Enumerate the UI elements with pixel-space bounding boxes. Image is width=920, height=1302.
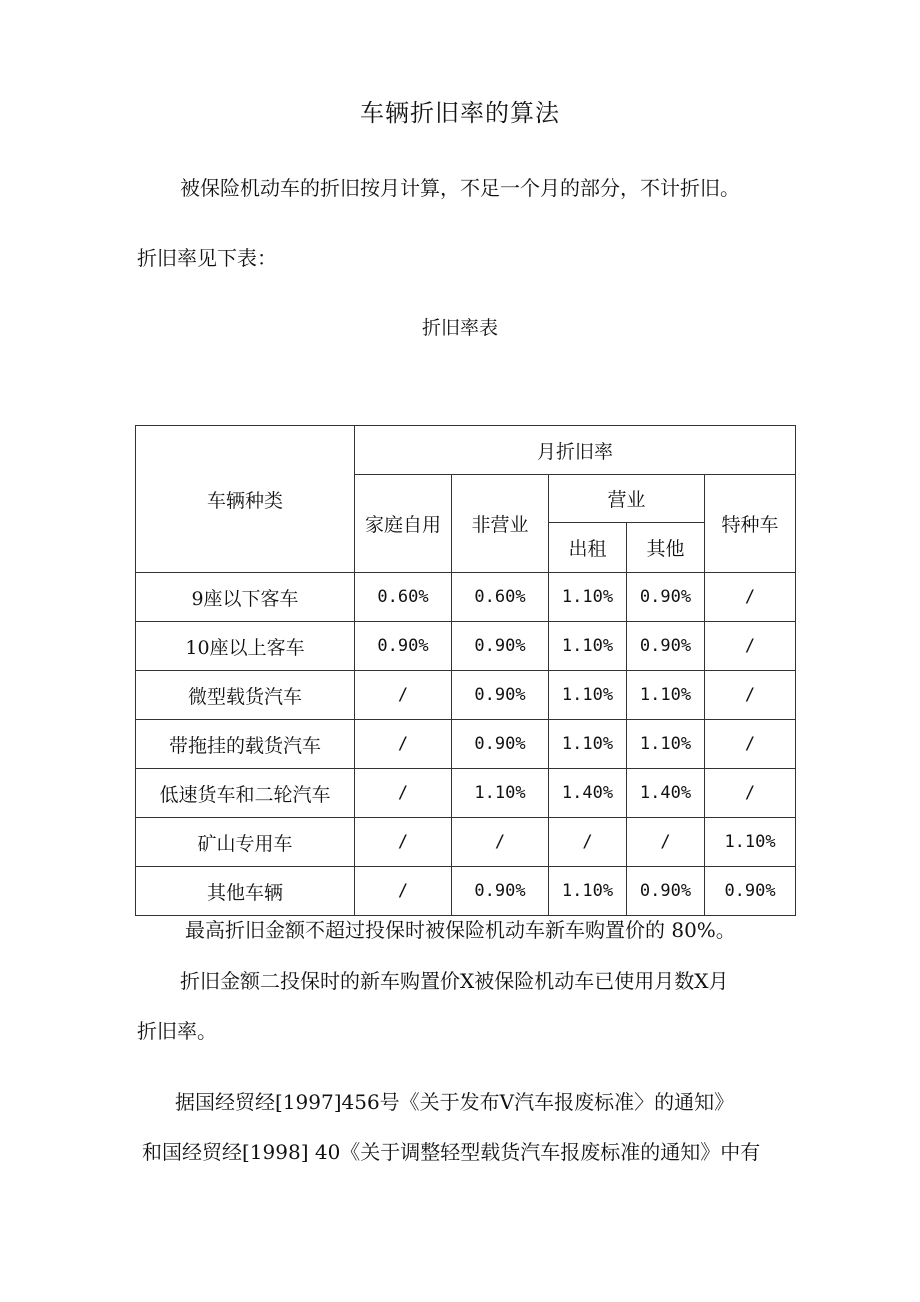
cell-special-rate: /: [705, 671, 796, 720]
cell-special-rate: 1.10%: [705, 818, 796, 867]
cell-family-rate: /: [355, 867, 452, 916]
cell-non-commercial-rate: 0.90%: [452, 867, 549, 916]
table-row: [136, 769, 796, 818]
table-row: [136, 671, 796, 720]
header-taxi: 出租: [549, 523, 627, 573]
table-row: [136, 818, 796, 867]
cell-special-rate: /: [705, 573, 796, 622]
cell-family-rate: /: [355, 818, 452, 867]
cell-vehicle-type: 10座以上客车: [136, 622, 355, 671]
cell-taxi-rate: /: [549, 818, 627, 867]
cell-other-rate: 1.10%: [627, 720, 705, 769]
cell-non-commercial-rate: 1.10%: [452, 769, 549, 818]
cell-other-rate: 0.90%: [627, 573, 705, 622]
cell-family-rate: /: [355, 671, 452, 720]
cell-taxi-rate: 1.10%: [549, 573, 627, 622]
header-other: 其他: [627, 523, 705, 573]
cell-vehicle-type: 其他车辆: [136, 867, 355, 916]
cell-other-rate: 1.40%: [627, 769, 705, 818]
paragraph-see-table: 折旧率见下表：: [137, 246, 277, 270]
cell-other-rate: 0.90%: [627, 867, 705, 916]
paragraph-depreciation-rule: 被保险机动车的折旧按月计算，不足一个月的部分，不计折旧。: [180, 176, 740, 200]
cell-non-commercial-rate: /: [452, 818, 549, 867]
cell-non-commercial-rate: 0.90%: [452, 622, 549, 671]
depreciation-rate-table: [135, 425, 796, 916]
cell-non-commercial-rate: 0.60%: [452, 573, 549, 622]
table-row: [136, 573, 796, 622]
cell-family-rate: /: [355, 720, 452, 769]
header-vehicle-type: 车辆种类: [136, 426, 355, 573]
cell-non-commercial-rate: 0.90%: [452, 720, 549, 769]
cell-family-rate: /: [355, 769, 452, 818]
table-caption: 折旧率表: [421, 317, 498, 339]
cell-special-rate: /: [705, 720, 796, 769]
table-row: [136, 622, 796, 671]
table-row: [136, 867, 796, 916]
header-non-commercial: 非营业: [452, 475, 549, 573]
paragraph-max-depreciation: 最高折旧金额不超过投保时被保险机动车新车购置价的 80%。: [185, 918, 736, 942]
paragraph-regulation-1998: 和国经贸经[1998] 40《关于调整轻型载货汽车报废标准的通知》中有: [142, 1140, 761, 1164]
cell-vehicle-type: 低速货车和二轮汽车: [136, 769, 355, 818]
table-row: [136, 720, 796, 769]
cell-vehicle-type: 带拖挂的载货汽车: [136, 720, 355, 769]
cell-family-rate: 0.90%: [355, 622, 452, 671]
cell-special-rate: 0.90%: [705, 867, 796, 916]
cell-vehicle-type: 微型载货汽车: [136, 671, 355, 720]
header-monthly-rate: 月折旧率: [355, 426, 796, 475]
cell-vehicle-type: 9座以下客车: [136, 573, 355, 622]
cell-special-rate: /: [705, 769, 796, 818]
cell-other-rate: 0.90%: [627, 622, 705, 671]
cell-special-rate: /: [705, 622, 796, 671]
header-commercial: 营业: [549, 475, 705, 523]
cell-taxi-rate: 1.10%: [549, 867, 627, 916]
header-family-use: 家庭自用: [355, 475, 452, 573]
cell-other-rate: 1.10%: [627, 671, 705, 720]
cell-taxi-rate: 1.40%: [549, 769, 627, 818]
paragraph-formula-line2: 折旧率。: [137, 1019, 217, 1043]
header-special-vehicle: 特种车: [705, 475, 796, 573]
page-title: 车辆折旧率的算法: [360, 99, 560, 127]
paragraph-regulation-1997: 据国经贸经[1997]456号《关于发布V汽车报废标准〉的通知》: [175, 1090, 735, 1114]
cell-taxi-rate: 1.10%: [549, 671, 627, 720]
cell-non-commercial-rate: 0.90%: [452, 671, 549, 720]
cell-family-rate: 0.60%: [355, 573, 452, 622]
cell-taxi-rate: 1.10%: [549, 622, 627, 671]
cell-other-rate: /: [627, 818, 705, 867]
cell-vehicle-type: 矿山专用车: [136, 818, 355, 867]
cell-taxi-rate: 1.10%: [549, 720, 627, 769]
paragraph-formula-line1: 折旧金额二投保时的新车购置价X被保险机动车已使用月数X月: [180, 969, 729, 993]
